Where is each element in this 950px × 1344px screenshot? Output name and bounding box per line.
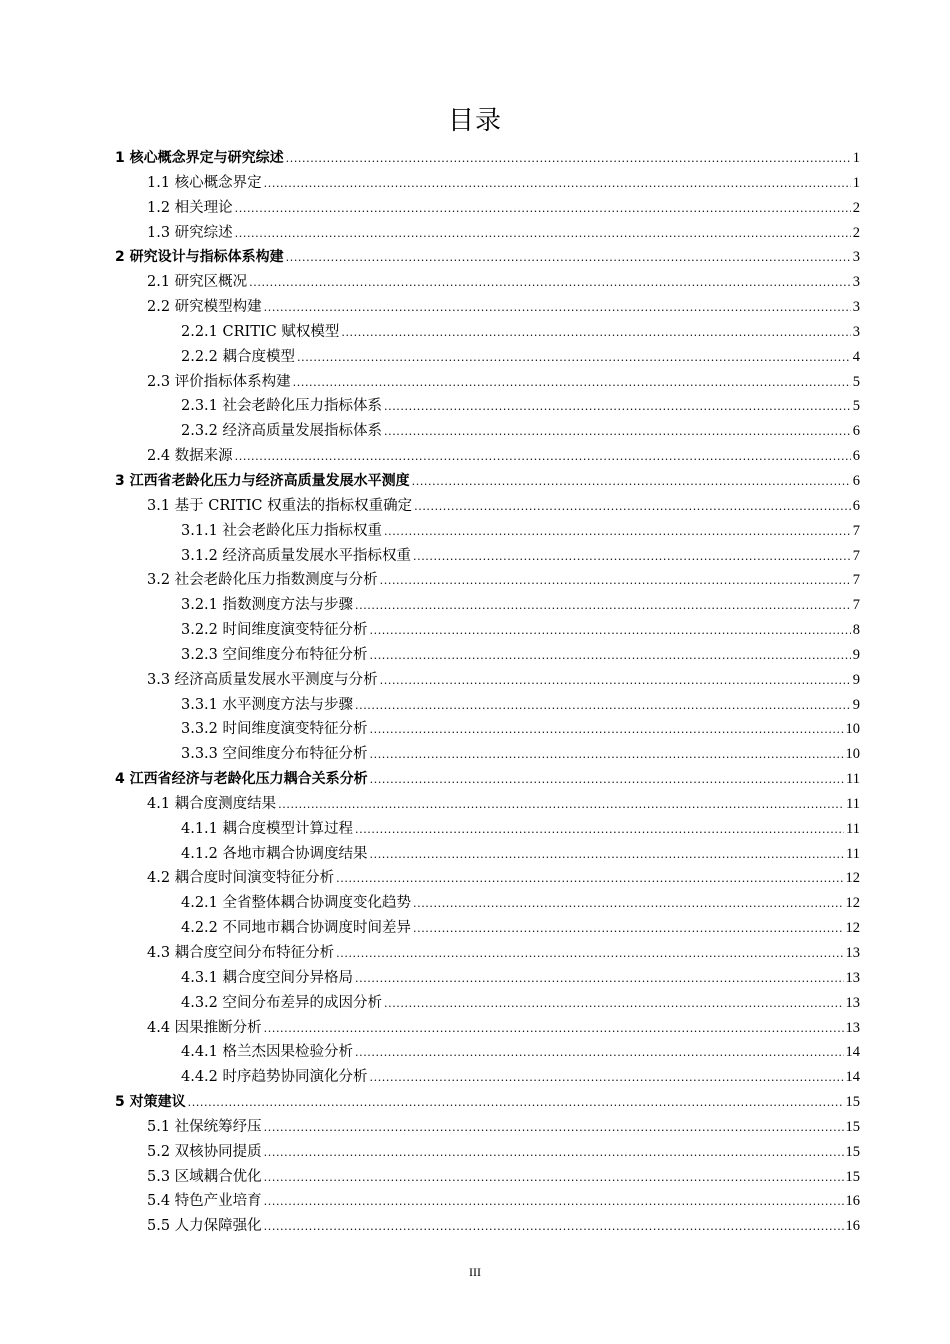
toc-dot-leader [286, 146, 851, 171]
toc-entry-label: 4.3 耦合度空间分布特征分析 [147, 945, 335, 961]
table-of-contents [115, 146, 860, 1239]
toc-entry[interactable] [115, 345, 860, 370]
toc-entry[interactable] [115, 544, 860, 569]
toc-entry-label: 2.3 评价指标体系构建 [147, 373, 291, 390]
toc-dot-leader [380, 568, 851, 593]
toc-dot-leader [370, 742, 844, 767]
toc-entry-page: 6 [852, 472, 860, 489]
toc-dot-leader [355, 817, 844, 842]
toc-entry-page: 15 [845, 1118, 860, 1135]
toc-entry[interactable] [115, 1115, 860, 1140]
toc-entry-label: 4.3.2 空间分布差异的成因分析 [181, 994, 383, 1011]
toc-entry[interactable] [115, 1214, 860, 1239]
toc-dot-leader [235, 221, 851, 246]
toc-dot-leader [235, 444, 851, 469]
toc-dot-leader [414, 494, 851, 519]
toc-entry-label: 3 江西省老龄化压力与经济高质量发展水平测度 [115, 472, 410, 489]
toc-entry[interactable] [115, 742, 860, 767]
toc-entry[interactable] [115, 370, 860, 395]
toc-entry[interactable] [115, 221, 860, 246]
toc-entry-label: 3.3 经济高质量发展水平测度与分析 [147, 671, 378, 688]
toc-entry[interactable] [115, 419, 860, 444]
toc-dot-leader [293, 370, 851, 395]
toc-entry[interactable] [115, 1065, 860, 1090]
toc-dot-leader [355, 966, 843, 991]
toc-entry[interactable] [115, 643, 860, 668]
toc-entry-label: 4.3.1 耦合度空间分异格局 [181, 969, 354, 986]
toc-dot-leader [355, 693, 851, 718]
toc-dot-leader [249, 270, 851, 295]
toc-entry-label: 4.4.1 格兰杰因果检验分析 [181, 1044, 354, 1061]
toc-entry-page: 13 [845, 969, 860, 986]
toc-entry-label: 3.1.1 社会老龄化压力指标权重 [181, 522, 383, 539]
toc-entry-label: 4.1.1 耦合度模型计算过程 [181, 820, 354, 837]
toc-dot-leader [370, 643, 851, 668]
toc-entry-page: 7 [852, 597, 860, 614]
toc-dot-leader [264, 1165, 844, 1190]
toc-dot-leader [370, 618, 851, 643]
toc-entry-page: 12 [845, 920, 860, 937]
toc-entry[interactable] [115, 866, 860, 891]
toc-entry[interactable] [115, 966, 860, 991]
toc-entry-label: 4.2 耦合度时间演变特征分析 [147, 870, 335, 887]
toc-entry[interactable] [115, 171, 860, 196]
toc-dot-leader [264, 1115, 844, 1140]
toc-entry-label: 3.3.3 空间维度分布特征分析 [181, 746, 368, 763]
toc-dot-leader [264, 1140, 844, 1165]
toc-dot-leader [413, 544, 851, 569]
toc-entry-label: 4.4.2 时序趋势协同演化分析 [181, 1069, 368, 1086]
toc-entry-page: 5 [852, 398, 860, 415]
toc-entry-page: 11 [846, 820, 860, 837]
toc-entry-page: 5 [852, 373, 860, 390]
toc-entry[interactable] [115, 146, 860, 171]
toc-entry-label: 1.1 核心概念界定 [147, 174, 262, 191]
toc-entry-page: 4 [852, 348, 860, 365]
toc-entry[interactable] [115, 1140, 860, 1165]
page-title: 目录 [447, 106, 502, 136]
toc-entry-label: 3.2 社会老龄化压力指数测度与分析 [147, 572, 378, 589]
toc-entry-label: 4 江西省经济与老龄化压力耦合关系分析 [115, 771, 368, 788]
toc-entry-page: 9 [852, 696, 860, 713]
toc-entry-page: 15 [845, 1168, 860, 1185]
toc-dot-leader [336, 866, 843, 891]
toc-entry[interactable] [115, 767, 860, 792]
toc-entry-label: 4.1.2 各地市耦合协调度结果 [181, 845, 368, 862]
toc-entry-page: 3 [852, 249, 860, 266]
toc-dot-leader [370, 767, 844, 792]
toc-entry[interactable] [115, 1090, 860, 1115]
toc-entry-page: 13 [845, 945, 860, 961]
toc-dot-leader [413, 891, 843, 916]
toc-dot-leader [380, 668, 851, 693]
toc-dot-leader [235, 196, 851, 221]
toc-entry-label: 4.2.1 全省整体耦合协调度变化趋势 [181, 895, 412, 912]
toc-entry[interactable] [115, 717, 860, 742]
toc-entry-page: 3 [852, 299, 860, 316]
toc-entry[interactable] [115, 245, 860, 270]
toc-dot-leader [412, 469, 851, 494]
toc-entry-label: 3.2.1 指数测度方法与步骤 [181, 597, 354, 614]
toc-dot-leader [264, 1214, 844, 1239]
toc-dot-leader [336, 941, 843, 966]
toc-entry[interactable] [115, 693, 860, 718]
toc-entry-page: 11 [846, 771, 860, 788]
toc-entry[interactable] [115, 618, 860, 643]
toc-entry[interactable] [115, 444, 860, 469]
toc-dot-leader [355, 1040, 843, 1065]
toc-entry-label: 5 对策建议 [115, 1094, 186, 1111]
toc-entry-label: 4.2.2 不同地市耦合协调度时间差异 [181, 920, 412, 937]
toc-entry[interactable] [115, 469, 860, 494]
toc-entry[interactable] [115, 842, 860, 867]
toc-entry-page: 6 [852, 423, 860, 440]
toc-entry[interactable] [115, 991, 860, 1016]
toc-dot-leader [355, 593, 851, 618]
toc-dot-leader [384, 991, 843, 1016]
toc-entry[interactable] [115, 593, 860, 618]
toc-entry[interactable] [115, 1189, 860, 1214]
toc-entry-label: 4.1 耦合度测度结果 [147, 795, 277, 812]
toc-entry-page: 1 [852, 174, 860, 191]
toc-entry[interactable] [115, 295, 860, 320]
toc-entry-page: 10 [845, 721, 860, 738]
toc-entry-page: 12 [845, 895, 860, 912]
toc-entry[interactable] [115, 494, 860, 519]
toc-entry[interactable] [115, 916, 860, 941]
toc-entry-page: 8 [852, 622, 860, 639]
toc-dot-leader [370, 1065, 844, 1090]
toc-dot-leader [370, 842, 845, 867]
toc-entry-label: 5.2 双核协同提质 [147, 1143, 262, 1160]
toc-entry-page: 14 [845, 1069, 860, 1086]
toc-entry-page: 7 [852, 522, 860, 539]
toc-entry-page: 7 [852, 572, 860, 589]
toc-dot-leader [297, 345, 851, 370]
toc-entry-page: 14 [845, 1044, 860, 1061]
toc-entry-page: 3 [852, 274, 860, 291]
toc-entry-page: 16 [845, 1193, 860, 1210]
toc-entry-page: 15 [845, 1143, 860, 1160]
toc-entry-page: 13 [845, 994, 860, 1011]
toc-entry-page: 7 [852, 547, 860, 564]
toc-entry-label: 3.1 基于 CRITIC 权重法的指标权重确定 [147, 497, 413, 514]
toc-entry-page: 9 [852, 646, 860, 663]
toc-entry[interactable] [115, 941, 860, 966]
toc-entry-label: 5.5 人力保障强化 [147, 1218, 262, 1235]
toc-entry-label: 5.3 区域耦合优化 [147, 1168, 262, 1185]
toc-entry-label: 3.2.2 时间维度演变特征分析 [181, 622, 368, 639]
toc-entry-label: 2.1 研究区概况 [147, 274, 248, 291]
toc-entry-label: 3.1.2 经济高质量发展水平指标权重 [181, 547, 412, 564]
toc-entry-page: 10 [845, 746, 860, 763]
toc-entry-page: 6 [852, 497, 860, 514]
toc-entry[interactable] [115, 1165, 860, 1190]
toc-dot-leader [188, 1090, 844, 1115]
toc-dot-leader [384, 519, 851, 544]
toc-entry-page: 9 [852, 671, 860, 688]
toc-entry-label: 3.3.1 水平测度方法与步骤 [181, 696, 354, 713]
toc-entry-page: 16 [845, 1218, 860, 1235]
toc-entry-label: 2.2.1 CRITIC 赋权模型 [181, 323, 340, 340]
toc-entry-label: 2 研究设计与指标体系构建 [115, 249, 284, 266]
toc-entry-page: 11 [846, 845, 860, 862]
toc-entry[interactable] [115, 270, 860, 295]
toc-entry-label: 2.2 研究模型构建 [147, 299, 262, 316]
toc-entry-page: 11 [846, 795, 860, 812]
toc-entry[interactable] [115, 568, 860, 593]
page-number: III [469, 1265, 481, 1279]
toc-entry[interactable] [115, 196, 860, 221]
toc-entry-label: 4.4 因果推断分析 [147, 1019, 262, 1036]
toc-entry-page: 3 [852, 323, 860, 340]
toc-entry-label: 3.2.3 空间维度分布特征分析 [181, 646, 368, 663]
toc-entry[interactable] [115, 1016, 860, 1041]
toc-entry-label: 1 核心概念界定与研究综述 [115, 150, 284, 166]
toc-dot-leader [413, 916, 843, 941]
toc-entry-label: 2.4 数据来源 [147, 448, 233, 465]
toc-entry-page: 13 [845, 1019, 860, 1036]
toc-entry[interactable] [115, 1040, 860, 1065]
toc-dot-leader [264, 295, 851, 320]
toc-dot-leader [264, 1189, 844, 1214]
toc-entry-label: 5.1 社保统筹纾压 [147, 1118, 262, 1135]
toc-entry-page: 1 [852, 150, 860, 166]
toc-entry-label: 3.3.2 时间维度演变特征分析 [181, 721, 368, 738]
toc-entry[interactable] [115, 519, 860, 544]
toc-entry-label: 1.3 研究综述 [147, 224, 233, 241]
toc-entry-label: 2.3.1 社会老龄化压力指标体系 [181, 398, 383, 415]
toc-entry[interactable] [115, 817, 860, 842]
toc-dot-leader [278, 792, 844, 817]
toc-entry-label: 5.4 特色产业培育 [147, 1193, 262, 1210]
toc-entry[interactable] [115, 668, 860, 693]
toc-entry-page: 15 [845, 1094, 860, 1111]
toc-entry[interactable] [115, 394, 860, 419]
toc-entry-label: 1.2 相关理论 [147, 199, 233, 216]
toc-dot-leader [264, 171, 851, 196]
toc-dot-leader [384, 394, 851, 419]
toc-entry[interactable] [115, 320, 860, 345]
toc-dot-leader [264, 1016, 844, 1041]
toc-dot-leader [286, 245, 851, 270]
toc-dot-leader [370, 717, 844, 742]
toc-entry[interactable] [115, 792, 860, 817]
toc-entry-page: 12 [845, 870, 860, 887]
toc-entry[interactable] [115, 891, 860, 916]
toc-entry-label: 2.3.2 经济高质量发展指标体系 [181, 423, 383, 440]
toc-entry-page: 2 [852, 224, 860, 241]
toc-dot-leader [384, 419, 851, 444]
toc-entry-label: 2.2.2 耦合度模型 [181, 348, 296, 365]
toc-entry-page: 6 [852, 448, 860, 465]
toc-dot-leader [341, 320, 850, 345]
toc-entry-page: 2 [852, 199, 860, 216]
